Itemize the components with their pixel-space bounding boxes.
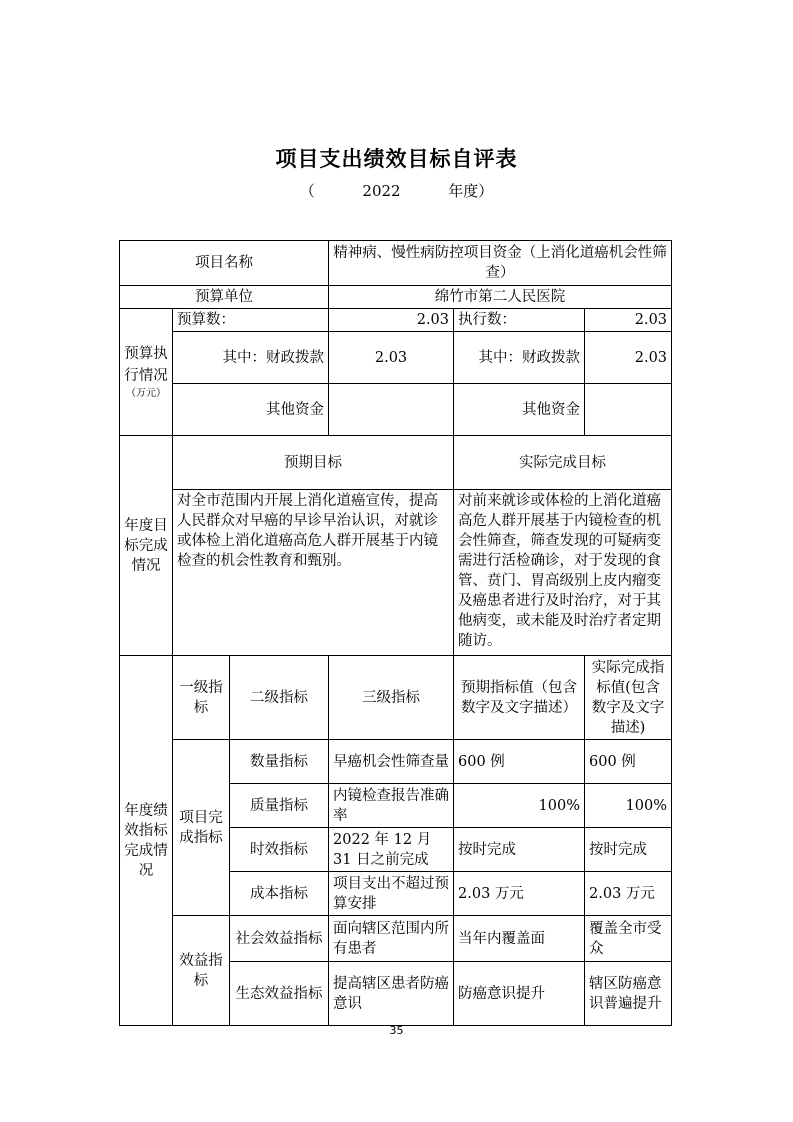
exec-amount-value: 2.03 xyxy=(585,309,672,332)
level2-cell: 质量指标 xyxy=(230,784,329,828)
table-row xyxy=(120,916,672,962)
expected-value-header: 预期指标值（包含数字及文字描述） xyxy=(454,656,585,740)
fiscal-exec-value: 2.03 xyxy=(585,332,672,384)
budget-amount-label: 预算数： xyxy=(173,309,329,332)
expected-cell: 当年内覆盖面 xyxy=(454,916,585,962)
level2-header: 二级指标 xyxy=(230,656,329,740)
expected-cell: 600 例 xyxy=(454,740,585,784)
level2-cell: 成本指标 xyxy=(230,872,329,916)
actual-value-header: 实际完成指标值(包含数字及文字描述) xyxy=(585,656,672,740)
page-number: 35 xyxy=(389,1024,404,1037)
other-funds-budget xyxy=(329,384,454,436)
level3-cell: 项目支出不超过预算安排 xyxy=(329,872,454,916)
group-benefit: 效益指标 xyxy=(173,916,230,1026)
actual-cell: 按时完成 xyxy=(585,828,672,872)
fiscal-budget-label: 其中：财政拨款 xyxy=(173,332,329,384)
actual-goal-text: 对前来就诊或体检的上消化道癌高危人群开展基于内镜检查的机会性筛查，筛查发现的可疑病变需进行活检确诊，对于发现的食管、贲门、胃高级别上皮内瘤变及癌患者进行及时治疗，对于其他病变，或未能及时治疗者定期随访。 xyxy=(454,490,672,656)
level3-cell: 面向辖区范围内所有患者 xyxy=(329,916,454,962)
table-row xyxy=(120,740,672,784)
budget-exec-unit: （万元） xyxy=(126,388,166,399)
year-line: （ 2022 年度） xyxy=(299,182,494,200)
level2-cell: 社会效益指标 xyxy=(230,916,329,962)
actual-cell: 600 例 xyxy=(585,740,672,784)
expected-cell: 2.03 万元 xyxy=(454,872,585,916)
project-name-label: 项目名称 xyxy=(120,241,329,286)
budget-unit-label: 预算单位 xyxy=(120,286,329,309)
expected-cell: 按时完成 xyxy=(454,828,585,872)
level3-cell: 提高辖区患者防癌意识 xyxy=(329,962,454,1026)
group-project-completion: 项目完成指标 xyxy=(173,740,230,916)
performance-label: 年度绩效指标完成情况 xyxy=(120,656,173,1026)
self-evaluation-table xyxy=(119,240,672,1026)
level3-cell: 2022 年 12 月 31 日之前完成 xyxy=(329,828,454,872)
expected-cell: 防癌意识提升 xyxy=(454,962,585,1026)
actual-cell: 100% xyxy=(585,784,672,828)
level3-cell: 早癌机会性筛查量 xyxy=(329,740,454,784)
actual-cell: 辖区防癌意识普遍提升 xyxy=(585,962,672,1026)
expected-goal-header: 预期目标 xyxy=(173,436,454,490)
exec-amount-label: 执行数： xyxy=(454,309,585,332)
budget-exec-label-text: 预算执行情况 xyxy=(124,346,168,384)
project-name-value: 精神病、慢性病防控项目资金（上消化道癌机会性筛查） xyxy=(329,241,672,286)
actual-cell: 覆盖全市受众 xyxy=(585,916,672,962)
other-funds-exec-label: 其他资金 xyxy=(454,384,585,436)
level2-cell: 生态效益指标 xyxy=(230,962,329,1026)
other-funds-exec xyxy=(585,384,672,436)
actual-cell: 2.03 万元 xyxy=(585,872,672,916)
other-funds-label: 其他资金 xyxy=(173,384,329,436)
expected-goal-text: 对全市范围内开展上消化道癌宣传，提高人民群众对早癌的早诊早治认识，对就诊或体检上消化道癌高危人群开展基于内镜检查的机会性教育和甄别。 xyxy=(173,490,454,656)
fiscal-budget-value: 2.03 xyxy=(329,332,454,384)
budget-unit-value: 绵竹市第二人民医院 xyxy=(329,286,672,309)
level3-header: 三级指标 xyxy=(329,656,454,740)
level1-header: 一级指标 xyxy=(173,656,230,740)
level2-cell: 时效指标 xyxy=(230,828,329,872)
level2-cell: 数量指标 xyxy=(230,740,329,784)
budget-amount-value: 2.03 xyxy=(329,309,454,332)
budget-exec-label xyxy=(120,309,173,436)
expected-cell: 100% xyxy=(454,784,585,828)
form-title: 项目支出绩效目标自评表 xyxy=(275,147,518,171)
actual-goal-header: 实际完成目标 xyxy=(454,436,672,490)
annual-goal-label: 年度目标完成情况 xyxy=(120,436,173,656)
fiscal-exec-label: 其中：财政拨款 xyxy=(454,332,585,384)
level3-cell: 内镜检查报告准确率 xyxy=(329,784,454,828)
